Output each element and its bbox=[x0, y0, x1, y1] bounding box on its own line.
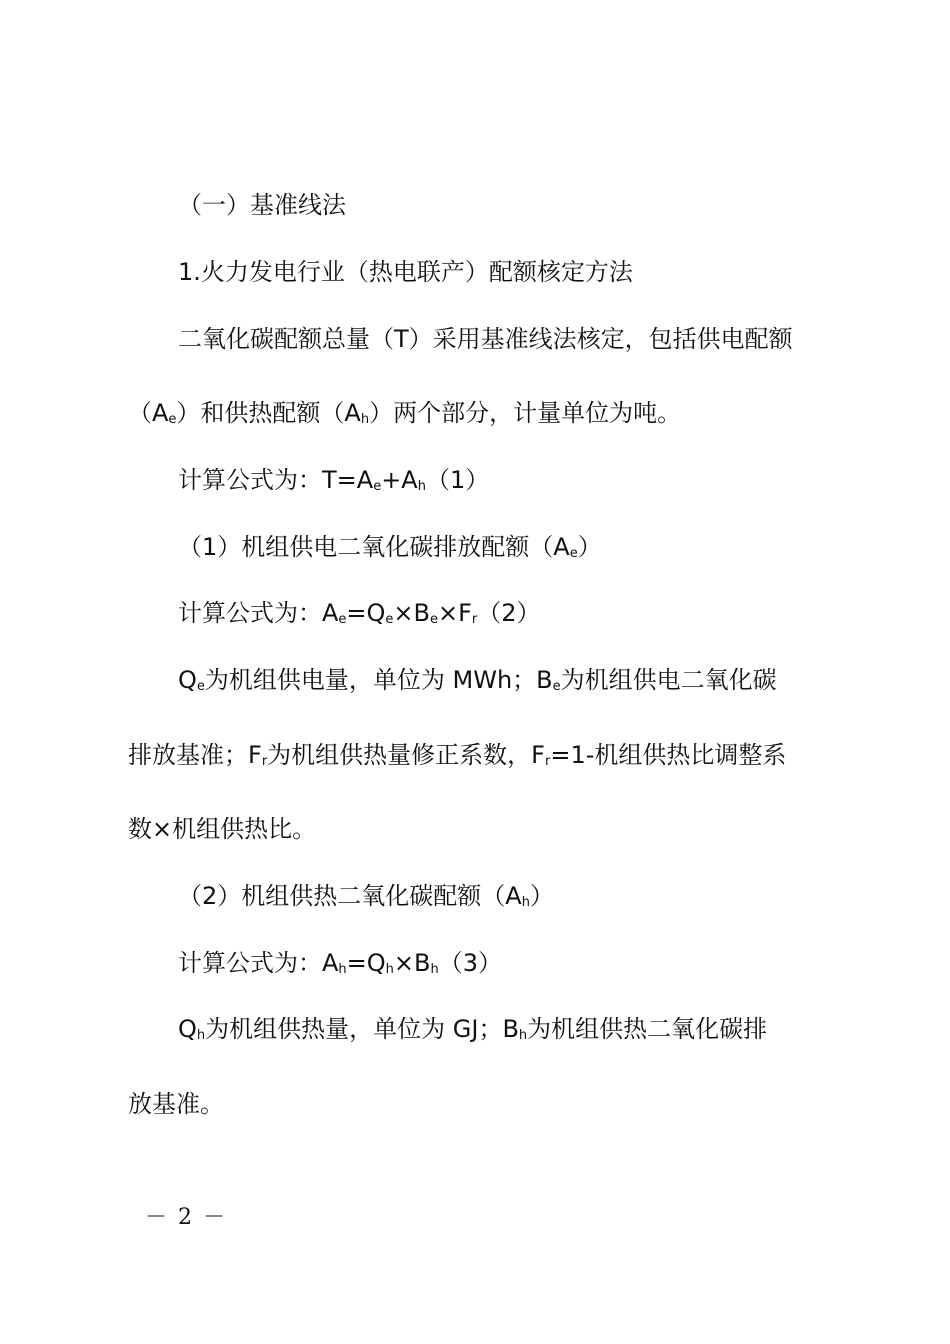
paragraph-line: 二氧化碳配额总量（T）采用基准线法核定，包括供电配额 bbox=[178, 325, 793, 353]
paragraph-line: $Q_e$为机组供电量，单位为 MWh；$B_e$为机组供电二氧化碳 bbox=[178, 666, 777, 694]
formula-2: 计算公式为：$A_e=Q_e\times B_e\times F_r(2)$ bbox=[178, 599, 541, 627]
paragraph-line: 排放基准；$F_r$为机组供热量修正系数，$F_r=1-$机组供热比调整系 bbox=[128, 741, 787, 769]
paragraph-line: 放基准。 bbox=[128, 1090, 224, 1118]
formula-3: 计算公式为：$A_h=Q_h\times B_h(3)$ bbox=[178, 949, 503, 977]
paragraph-line: 数×机组供热比。 bbox=[128, 815, 317, 843]
heading-electricity-allowance: （1）机组供电二氧化碳排放配额$(A_e)$ bbox=[178, 533, 602, 561]
page-number: － 2 － bbox=[145, 1205, 227, 1230]
formula-1: 计算公式为：$T=A_e+A_h(1)$ bbox=[178, 466, 490, 494]
section-heading: （一）基准线法 bbox=[178, 191, 346, 219]
paragraph-line: $(A_e)$和供热配额$(A_h)$两个部分，计量单位为吨。 bbox=[128, 399, 682, 427]
subsection-heading: 1.火力发电行业（热电联产）配额核定方法 bbox=[178, 258, 633, 286]
paragraph-line: $Q_h$为机组供热量，单位为 GJ；$B_h$为机组供热二氧化碳排 bbox=[178, 1015, 768, 1043]
heading-heat-allowance: （2）机组供热二氧化碳配额$(A_h)$ bbox=[178, 882, 554, 910]
